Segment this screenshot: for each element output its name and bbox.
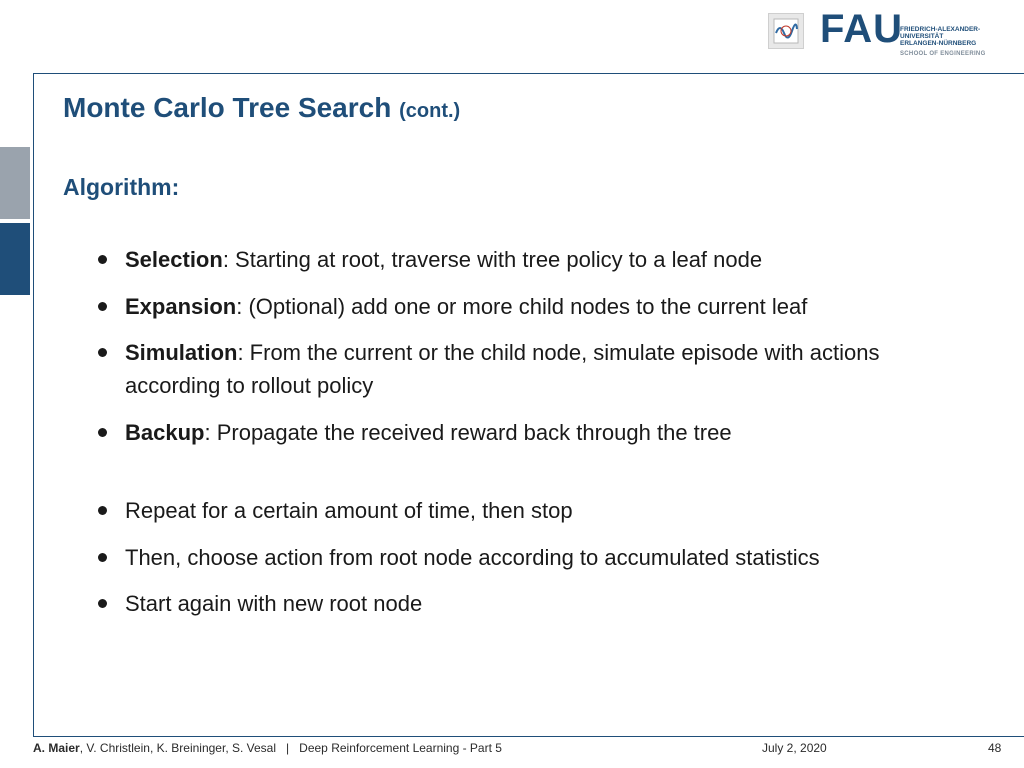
section-marker-inactive [0, 147, 30, 219]
title-suffix: (cont.) [399, 100, 461, 122]
bullet-icon [98, 553, 107, 562]
list-item: Repeat for a certain amount of time, then stop [98, 494, 820, 527]
list-item: Then, choose action from root node according to accumulated statistics [98, 541, 820, 574]
slide-footer [33, 741, 1024, 759]
fau-logo-mark: FAU [820, 7, 903, 51]
section-marker-active [0, 223, 30, 295]
bullet-icon [98, 302, 107, 311]
list-item: Expansion: (Optional) add one or more child nodes to the current leaf [98, 290, 925, 323]
footer-lecture: Deep Reinforcement Learning - Part 5 [299, 741, 502, 755]
bullet-icon [98, 428, 107, 437]
footer-authors: A. Maier, V. Christlein, K. Breininger, S. Vesal | Deep Reinforcement Learning - Part 5 [33, 741, 502, 755]
page-number: 48 [988, 741, 1002, 755]
faculty-logo-icon [768, 13, 804, 49]
bullet-icon [98, 255, 107, 264]
notes-list [98, 494, 820, 634]
algorithm-steps-list [98, 243, 925, 462]
university-name: FRIEDRICH-ALEXANDER- UNIVERSITÄT ERLANGEN-NÜRNBERG [900, 26, 981, 47]
footer-separator: | [286, 741, 290, 755]
list-item: Simulation: From the current or the child node, simulate episode with actions according to rollout policy [98, 336, 925, 402]
slide-title: Monte Carlo Tree Search (cont.) [63, 92, 461, 123]
list-item: Start again with new root node [98, 587, 820, 620]
section-heading: Algorithm: [63, 174, 180, 200]
footer-date: July 2, 2020 [762, 741, 827, 755]
bullet-icon [98, 599, 107, 608]
bullet-icon [98, 506, 107, 515]
list-item: Backup: Propagate the received reward back through the tree [98, 416, 925, 449]
school-name: SCHOOL OF ENGINEERING [900, 51, 986, 57]
list-item: Selection: Starting at root, traverse with tree policy to a leaf node [98, 243, 925, 276]
bullet-icon [98, 348, 107, 357]
